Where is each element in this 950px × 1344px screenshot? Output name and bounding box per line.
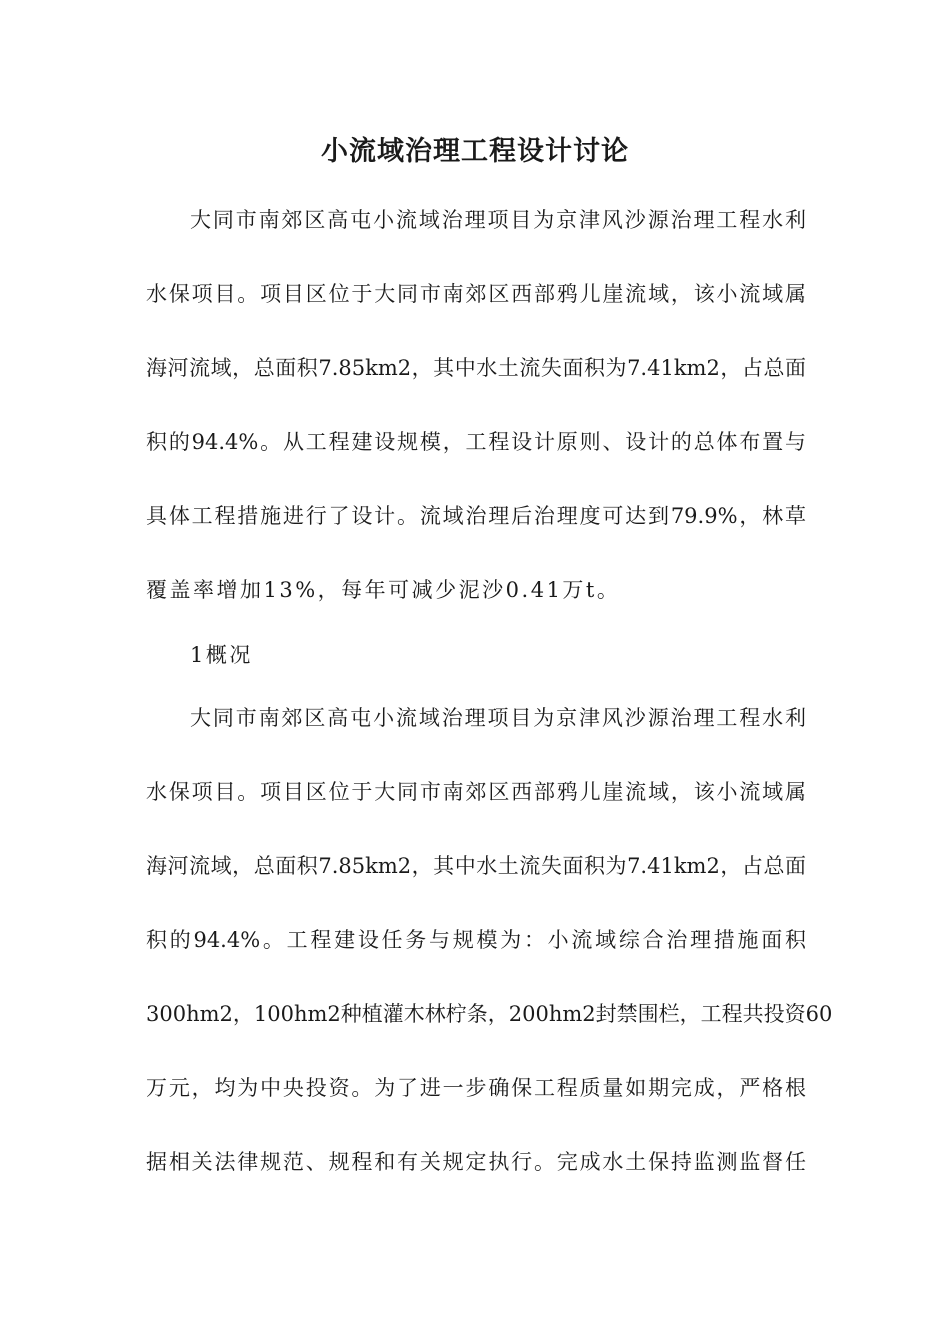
section-1-heading: 1概况 — [190, 643, 253, 667]
paragraph-1-line-4: 积的94.4%。从工程建设规模，工程设计原则、设计的总体布置与 — [146, 430, 806, 454]
paragraph-2-line-7: 据相关法律规范、规程和有关规定执行。完成水土保持监测监督任 — [146, 1150, 806, 1174]
paragraph-1-line-2: 水保项目。项目区位于大同市南郊区西部鸦儿崖流域，该小流域属 — [146, 282, 806, 306]
paragraph-2-line-4: 积的94.4%。工程建设任务与规模为：小流域综合治理措施面积 — [146, 928, 806, 952]
paragraph-2-line-5: 300hm2，100hm2种植灌木林柠条，200hm2封禁围栏，工程共投资60 — [146, 1002, 833, 1026]
paragraph-2-line-2: 水保项目。项目区位于大同市南郊区西部鸦儿崖流域，该小流域属 — [146, 780, 806, 804]
paragraph-2-line-6: 万元，均为中央投资。为了进一步确保工程质量如期完成，严格根 — [146, 1076, 806, 1100]
paragraph-1-line-1: 大同市南郊区高屯小流域治理项目为京津风沙源治理工程水利 — [190, 208, 806, 232]
paragraph-2-line-3: 海河流域，总面积7.85km2，其中水土流失面积为7.41km2，占总面 — [146, 854, 806, 878]
paragraph-1-line-5: 具体工程措施进行了设计。流域治理后治理度可达到79.9%，林草 — [146, 504, 806, 528]
paragraph-1-line-3: 海河流域，总面积7.85km2，其中水土流失面积为7.41km2，占总面 — [146, 356, 806, 380]
paragraph-2-line-1: 大同市南郊区高屯小流域治理项目为京津风沙源治理工程水利 — [190, 706, 806, 730]
paragraph-1-line-6: 覆盖率增加13%，每年可减少泥沙0.41万t。 — [146, 578, 621, 602]
document-title: 小流域治理工程设计讨论 — [321, 136, 629, 167]
